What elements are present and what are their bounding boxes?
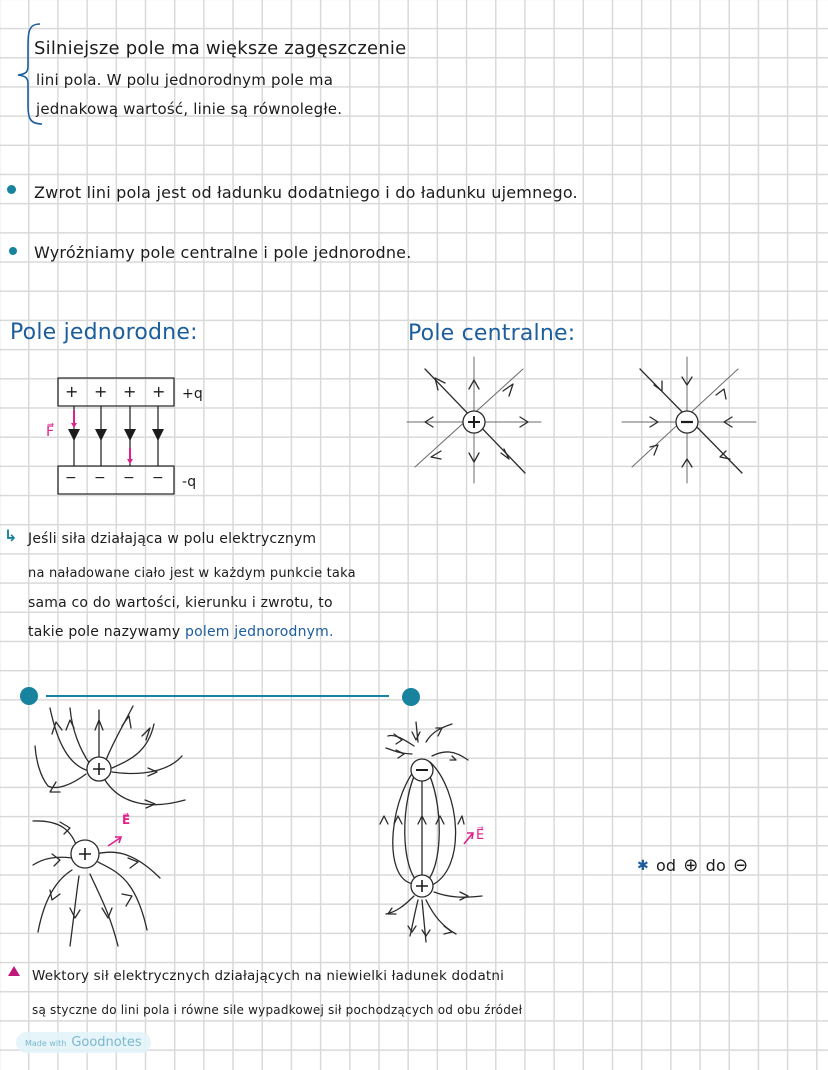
goodnotes-watermark: [16, 1032, 151, 1053]
side-note: [637, 855, 748, 876]
plus-circle-icon: ⊕: [683, 855, 699, 876]
side-note-from: od: [655, 856, 677, 875]
plate-sign-minus: −: [94, 470, 106, 486]
field-vector-label: E⃗: [476, 828, 485, 843]
star-icon: ✱: [637, 857, 649, 874]
plate-sign-minus: −: [65, 470, 77, 486]
field-vector-label: E⃗: [122, 813, 131, 827]
definition-highlight: polem jednorodnym.: [185, 624, 334, 640]
definition-line-3: sama co do wartości, kierunku i zwrotu, to: [28, 595, 333, 611]
triangle-note-line-2: są styczne do lini pola i równe sile wypadkowej sił pochodzących od obu źródeł: [32, 1003, 523, 1017]
plate-sign-plus: +: [65, 382, 79, 401]
divider-dot-right: [402, 688, 420, 706]
brace-line-1: Silniejsze pole ma większe zagęszczenie: [34, 38, 407, 59]
central-field-negative-diagram: [620, 355, 760, 485]
bullet-item-1: Zwrot lini pola jest od ładunku dodatniego i do ładunku ujemnego.: [34, 183, 578, 202]
force-vector-label: F⃗: [46, 424, 55, 440]
triangle-note-line-1: Wektory sił elektrycznych działających na niewielki ładunek dodatni: [32, 968, 505, 984]
central-field-positive-diagram: [405, 355, 545, 485]
plate-sign-plus: +: [152, 382, 166, 401]
side-note-to: do: [705, 856, 726, 875]
definition-line-4: [28, 624, 334, 640]
definition-line-4-text: takie pole nazywamy: [28, 624, 186, 640]
brace-line-2: lini pola. W polu jednorodnym pole ma: [36, 71, 334, 89]
like-charges-field-diagram: [0, 700, 200, 950]
watermark-brand: Goodnotes: [71, 1035, 142, 1050]
plate-sign-minus: −: [152, 470, 164, 486]
bullet-item-2: Wyróżniamy pole centralne i pole jednorodne.: [34, 243, 412, 262]
definition-arrow-icon: ↳: [4, 526, 18, 545]
definition-line-1: Jeśli siła działająca w polu elektrycznym: [28, 531, 317, 547]
heading-uniform-field: Pole jednorodne:: [10, 320, 198, 345]
plate-sign-plus: +: [94, 382, 108, 401]
watermark-prefix: Made with: [25, 1039, 67, 1048]
capacitor-lines-svg: [0, 0, 260, 510]
section-divider: [46, 695, 389, 697]
plate-label-positive: +q: [182, 386, 204, 402]
triangle-bullet-icon: [8, 966, 20, 977]
definition-line-2: na naładowane ciało jest w każdym punkcie taka: [28, 566, 356, 581]
plate-sign-minus: −: [123, 470, 135, 486]
plate-label-negative: -q: [182, 474, 197, 490]
heading-central-field: Pole centralne:: [408, 321, 576, 346]
minus-circle-icon: ⊖: [732, 855, 749, 876]
brace-line-3: jednakową wartość, linie są równoległe.: [36, 100, 343, 118]
plate-sign-plus: +: [123, 382, 137, 401]
